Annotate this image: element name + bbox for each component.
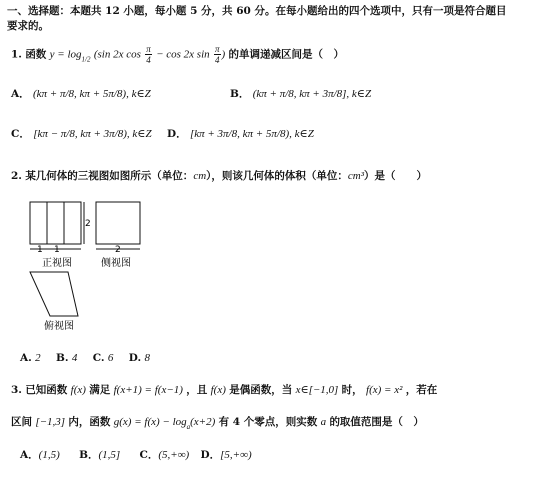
question-1-paren-close: ) (221, 48, 226, 61)
section-header-line1: 一、选择题：本题共 12 小题，每小题 5 分，共 60 分。在每小题给出的四个选项中，只有一项是符合题目 (7, 5, 507, 17)
q1-option-b-text: (kπ + π/8, kπ + 3π/8], k∈Z (252, 88, 372, 100)
section-header-line2: 要求的。 (7, 20, 49, 32)
q2-option-d[interactable]: D. 8 (128, 352, 150, 364)
q1-option-a-label: A． (11, 88, 30, 100)
question-3-fx: f(x) (70, 384, 86, 396)
question-3-fx-eq: f(x) = x² (366, 384, 403, 396)
front-view-dim-1b: 1 (54, 245, 60, 255)
q1-option-b-label: B． (230, 88, 250, 100)
top-view-outline (30, 272, 78, 316)
q1-option-c-label: C． (11, 128, 30, 140)
question-3-gdef: g(x) = f(x) − log (113, 416, 187, 428)
q3-option-d[interactable]: D．[5,+∞) (200, 449, 252, 461)
question-1-paren-open: (sin 2x cos (93, 48, 141, 61)
question-1-func: y = log (49, 48, 82, 61)
question-1-stem (11, 44, 344, 65)
q1-option-c-text: [kπ − π/8, kπ + 3π/8), k∈Z (33, 128, 152, 140)
question-1-frac-2: $\frac{\pi}{4}$ (214, 44, 220, 65)
front-view-label: 正视图 (42, 258, 72, 269)
question-3-interval2: [−1,3] (35, 416, 66, 428)
top-view-label: 俯视图 (44, 321, 74, 332)
question-1-minus: − cos 2x sin (156, 48, 210, 61)
q3-option-b[interactable]: B．(1,5] (79, 449, 121, 461)
question-2-text-a: 某几何体的三视图如图所示（单位： (25, 170, 194, 182)
front-view-dim-2: 2 (85, 219, 91, 229)
question-2-text-c: ）是（ ） (364, 170, 428, 182)
question-2-unit-cm3: cm³ (347, 170, 365, 182)
q3-option-a[interactable]: A．(1,5) (20, 449, 60, 461)
q2-options (20, 352, 150, 364)
q3-options (20, 447, 252, 462)
front-view-outline (30, 202, 81, 244)
question-3-line2: 区间 [−1,3] 内，函数 $g(x) = f(x) - \log_a(x+2)$ 有 4 个零点，则实数 a 的取值范围是（ ） (11, 416, 424, 431)
question-3-number: 3. (11, 384, 22, 396)
q1-option-a-text: (kπ + π/8, kπ + 5π/8), k∈Z (33, 88, 151, 100)
q1-option-d-label: D． (167, 128, 187, 140)
q1-option-a[interactable] (11, 86, 151, 101)
question-2-text-b: ），则该几何体的体积（单位： (206, 170, 348, 182)
q1-option-b[interactable] (230, 86, 371, 101)
question-2-unit-cm: cm (193, 170, 207, 182)
question-2-stem (11, 168, 427, 183)
q2-option-a[interactable]: A. 2 (20, 352, 41, 364)
question-1-number: 1. (11, 48, 22, 61)
question-2-number: 2. (11, 170, 22, 182)
q3-option-c[interactable]: C．(5,+∞) (139, 449, 190, 461)
q1-option-d[interactable] (167, 126, 314, 141)
question-1-frac-1: $\frac{\pi}{4}$ (146, 44, 151, 65)
question-3-eq1: f(x+1) = f(x−1) (113, 384, 183, 396)
side-view-outline (96, 202, 140, 244)
side-view-label: 侧视图 (101, 258, 131, 269)
q2-option-c[interactable]: C. 6 (92, 352, 114, 364)
q1-option-c[interactable] (11, 126, 152, 141)
side-view-dim-2: 2 (115, 245, 121, 255)
question-3-interval: x∈[−1,0] (295, 384, 339, 396)
question-3-line1: 3. 已知函数 f(x) 满足 f(x+1) = f(x−1) ，且 f(x) 是偶函数，当 x∈[−1,0] 时， f(x) = x² ，若在 (11, 384, 438, 396)
three-view-figure (20, 196, 150, 336)
q2-option-b[interactable]: B. 4 (56, 352, 78, 364)
q1-option-d-text: [kπ + 3π/8, kπ + 5π/8), k∈Z (189, 128, 314, 140)
question-1-suffix: 的单调递减区间是（ ） (228, 48, 345, 61)
front-view-dim-1a: 1 (37, 245, 43, 255)
question-1-log-base: 1/2 (81, 55, 91, 64)
question-1-prefix: 函数 (25, 48, 47, 61)
